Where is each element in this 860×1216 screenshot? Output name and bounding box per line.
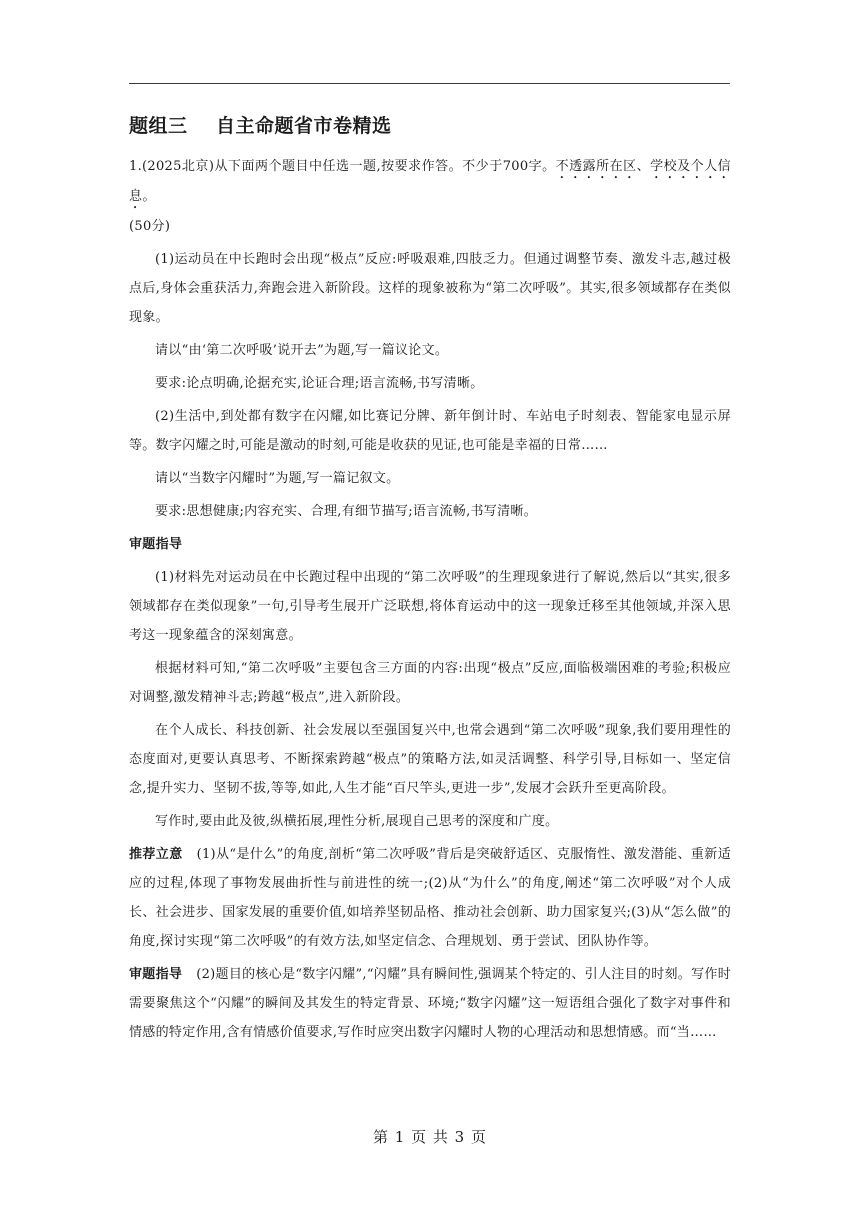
recommend-label: 推荐立意 (129, 847, 183, 862)
item1-requirement: 要求:论点明确,论据充实,论证合理;语言流畅,书写清晰。 (155, 376, 484, 391)
page-footer: 第 1 页 共 3 页 (373, 1128, 487, 1146)
item1-material: (1)运动员在中长跑时会出现“极点”反应:呼吸艰难,四肢乏力。但通过调整节奏、激发斗志,越过极点后,身体会重获活力,奔跑会进入新阶段。这样的现象被称为“第二次呼吸”。其实,很多领域都存在类似现象。 (129, 252, 731, 325)
item2-material: (2)生活中,到处都有数字在闪耀,如比赛记分牌、新年倒计时、车站电子时刻表、智能家电显示屏等。数字闪耀之时,可能是激动的时刻,可能是收获的见证,也可能是幸福的日常…… (129, 409, 731, 453)
guidance1-paragraph: 在个人成长、科技创新、社会发展以至强国复兴中,也常会遇到“第二次呼吸”现象,我们要用理性的态度面对,更要认真思考、不断探索跨越“极点”的策略方法,如灵活调整、科学引导,目标如一、坚定信念,提升实力、坚韧不拔,等等,如此,人生才能“百尺竿头,更进一步”,发展才会跃升至更高阶段。 (129, 723, 731, 796)
section-title: 题组三 自主命题省市卷精选 (129, 115, 392, 137)
item2-requirement: 要求:思想健康;内容充实、合理,有细节描写;语言流畅,书写清晰。 (155, 504, 538, 519)
question-score: (50分) (129, 219, 171, 234)
guidance2-label: 审题指导 (129, 967, 183, 982)
question-intro-emphasis: 不透露所在区、学校及个人信息 (129, 159, 731, 204)
question-intro-end: 。 (142, 189, 156, 204)
guidance1-paragraph: (1)材料先对运动员在中长跑过程中出现的“第二次呼吸”的生理现象进行了解说,然后以“其实,很多领域都存在类似现象”一句,引导考生展开广泛联想,将体育运动中的这一现象迁移至其他领域,并深入思考这一现象蕴含的深刻寓意。 (129, 570, 731, 643)
guidance1-paragraph: 写作时,要由此及彼,纵横拓展,理性分析,展现自己思考的深度和广度。 (155, 814, 559, 829)
header-rule (129, 83, 730, 84)
recommend-paragraph (129, 840, 731, 956)
page-content (129, 110, 731, 1047)
item1-task: 请以“由‘第二次呼吸’说开去”为题,写一篇议论文。 (155, 343, 449, 358)
guidance1-label: 审题指导 (129, 537, 183, 552)
question-intro (129, 152, 731, 212)
item2-task: 请以“当数字闪耀时”为题,写一篇记叙文。 (155, 471, 400, 486)
guidance2-paragraph (129, 960, 731, 1047)
recommend-text: (1)从“是什么”的角度,剖析“第二次呼吸”背后是突破舒适区、克服惰性、激发潜能、重新适应的过程,体现了事物发展曲折性与前进性的统一;(2)从“为什么”的角度,阐述“第二次呼吸”对个人成长、社会进步、国家发展的重要价值,如培养坚韧品格、推动社会创新、助力国家复兴;(3)从“怎么做”的角度,探讨实现“第二次呼吸”的有效方法,如坚定信念、合理规划、勇于尝试、团队协作等。 (129, 847, 731, 949)
guidance1-paragraph: 根据材料可知,“第二次呼吸”主要包含三方面的内容:出现“极点”反应,面临极端困难的考验;积极应对调整,激发精神斗志;跨越“极点”,进入新阶段。 (129, 661, 731, 705)
guidance2-text: (2)题目的核心是“数字闪耀”,“闪耀”具有瞬间性,强调某个特定的、引人注目的时刻。写作时需要聚焦这个“闪耀”的瞬间及其发生的特定背景、环境;“数字闪耀”这一短语组合强化了数字对事件和情感的特定作用,含有情感价值要求,写作时应突出数字闪耀时人物的心理活动和思想情感。而“当…… (129, 967, 731, 1040)
question-intro-text: 1.(2025北京)从下面两个题目中任选一题,按要求作答。不少于700字。 (129, 159, 556, 174)
guidance1-heading (129, 530, 731, 559)
